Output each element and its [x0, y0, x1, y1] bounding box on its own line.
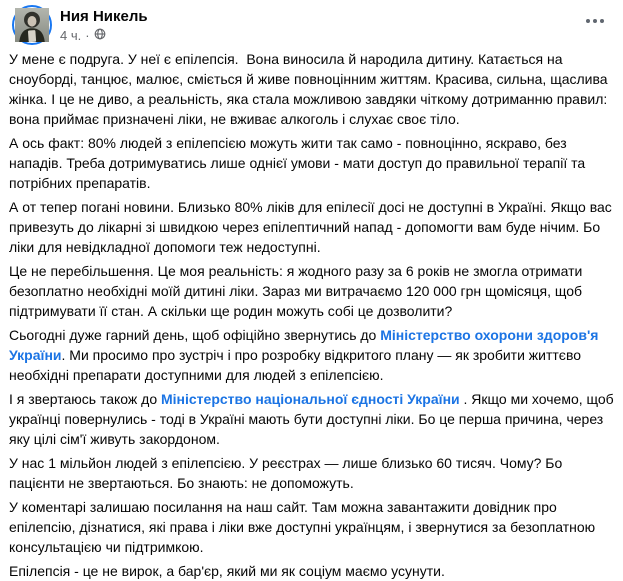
paragraph-text: . Якщо ми хочемо, щоб українці повернулись - тоді в Україні мають бути доступні ліки. Бо це перша причина, через яку цілі сім'ї живуть закордоном. [9, 391, 618, 447]
post-paragraph-4: Це не перебільшення. Це моя реальність: я жодного разу за 6 років не змогла отримати безоплатно необхідні моїй дитині ліки. Зараз ми витрачаємо 120 000 грн щомісяця, щоб підтримувати її стан. А скільки ще родин можуть собі це дозволити? [9, 263, 587, 319]
post-content [9, 49, 618, 581]
author-name[interactable]: Ния Никель [60, 8, 148, 25]
ministry-of-national-unity-link[interactable]: Міністерство національної єдності України [161, 391, 460, 407]
post-header [9, 5, 614, 45]
ellipsis-icon [586, 19, 590, 23]
paragraph-text: Сьогодні дуже гарний день, щоб офіційно звернутись до [9, 327, 381, 343]
post-paragraph-1: У мене є подруга. У неї є епілепсія. Вона виносила й народила дитину. Катається на сноуборді, танцює, малює, сміється й живе повноцінним життям. Красива, сильна, щаслива жінка. І це не диво, а реальність, яка стала можливою завдяки чіткому дотриманню правил: вона приймає призначені ліки, не вживає алкоголь і слухає своє тіло. [9, 51, 612, 127]
post-paragraph-8: У коментарі залишаю посилання на наш сайт. Там можна завантажити довідник про епілепсію, дізнатися, які права і ліки вже доступні українцям, і звернутися за безоплатною консультацією чи підтримкою. [9, 499, 600, 555]
post-paragraph-7: У нас 1 мільйон людей з епілепсією. У реєстрах — лише близько 60 тисяч. Чому? Бо пацієнти не звертаються. Бо знають: не допоможуть. [9, 455, 567, 491]
post-paragraph-9: Епілепсія - це не вирок, а бар'єр, який ми як соціум маємо усунути. [9, 563, 445, 579]
ellipsis-icon [600, 19, 604, 23]
post-options-button[interactable] [584, 17, 606, 25]
post-timestamp[interactable]: 4 ч. [60, 27, 82, 43]
profile-photo-icon [15, 8, 49, 42]
post-meta [60, 27, 148, 44]
ministry-of-health-link[interactable]: Міністерство охорони здоров'я України [9, 327, 603, 363]
author-block [60, 5, 148, 44]
post-paragraph-2: А ось факт: 80% людей з епілепсією можуть жити так само - повноцінно, яскраво, без нападів. Треба дотримуватись лише однієї умови - мати доступ до правильної терапії та потрібних препаратів. [9, 135, 590, 191]
post-paragraph-6 [9, 389, 618, 449]
avatar[interactable] [12, 5, 52, 45]
post-paragraph-3: А от тепер погані новини. Близько 80% ліків для епілесії досі не доступні в Україні. Якщо вас привезуть до лікарні зі швидкою через епілептичний напад - допомогти вам буде нічим. Бо ліки для невідкладної допомоги теж недоступні. [9, 199, 616, 255]
post-paragraph-5 [9, 325, 614, 385]
paragraph-text: І я звертаюсь також до [9, 391, 161, 407]
meta-separator: · [85, 27, 90, 43]
paragraph-text: . Ми просимо про зустріч і про розробку відкритого плану — як зробити життєво необхідні препарати доступними для людей з епілепсією. [9, 347, 585, 383]
globe-icon [94, 28, 106, 44]
ellipsis-icon [593, 19, 597, 23]
